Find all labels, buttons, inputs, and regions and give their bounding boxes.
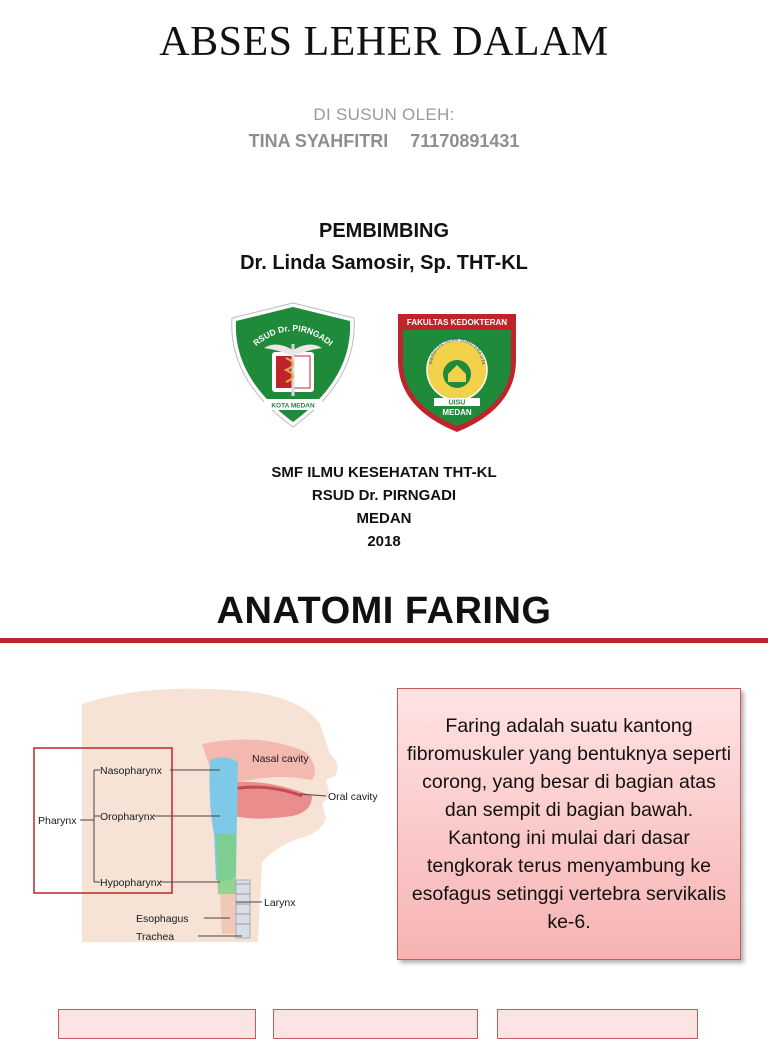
author-id: 71170891431 [410, 131, 520, 151]
author-name: TINA SYAHFITRI [248, 131, 389, 151]
label-nasal-cavity: Nasal cavity [252, 753, 309, 765]
institution-department: SMF ILMU KESEHATAN THT-KL [271, 464, 497, 481]
label-oral-cavity: Oral cavity [328, 791, 378, 803]
uisu-faculty-logo [394, 308, 520, 434]
bottom-box-left [58, 1009, 256, 1039]
institution-year: 2018 [367, 533, 401, 550]
label-trachea: Trachea [136, 931, 175, 942]
svg-text:KOTA MEDAN: KOTA MEDAN [271, 402, 315, 410]
label-nasopharynx: Nasopharynx [100, 765, 162, 777]
label-hypopharynx: Hypopharynx [100, 877, 162, 889]
institution-city: MEDAN [356, 510, 412, 527]
supervisor-label: PEMBIMBING [319, 220, 449, 242]
author-label: DI SUSUN OLEH: [313, 105, 455, 124]
svg-text:UNIVERSITAS ISLAM SUMATERA UTA: IVERSITAS ISLAM SUMATERA UTA [428, 336, 486, 365]
svg-text:MEDAN: MEDAN [442, 408, 472, 417]
label-oropharynx: Oropharynx [100, 811, 155, 823]
author-line [0, 131, 768, 152]
label-pharynx: Pharynx [38, 815, 77, 827]
label-esophagus: Esophagus [136, 913, 189, 925]
definition-text: Faring adalah suatu kantong fibromuskuler yang bentuknya seperti corong, yang besar di bagian atas dan sempit di bagian bawah. Kantong ini mulai dari dasar tengkorak terus menyambung ke esofagus setinggi vertebra servikalis ke-6. [406, 715, 732, 933]
slide-title: ABSES LEHER DALAM [159, 19, 609, 65]
label-larynx: Larynx [264, 897, 296, 909]
svg-text:RSUD Dr. PIRNGADI: RSUD Dr. PIRNGADI [251, 322, 335, 348]
supervisor-name: Dr. Linda Samosir, Sp. THT-KL [240, 252, 528, 274]
title-divider [0, 638, 768, 643]
bottom-box-middle [273, 1009, 478, 1039]
svg-text:UISU: UISU [448, 399, 466, 407]
definition-box [397, 688, 741, 960]
pharynx-anatomy-diagram [30, 684, 390, 942]
svg-text:FAKULTAS KEDOKTERAN: FAKULTAS KEDOKTERAN [406, 318, 508, 327]
bottom-box-right [497, 1009, 698, 1039]
rsud-pirngadi-logo [226, 300, 360, 430]
institution-hospital: RSUD Dr. PIRNGADI [311, 487, 457, 504]
section-title: ANATOMI FARING [216, 590, 552, 632]
